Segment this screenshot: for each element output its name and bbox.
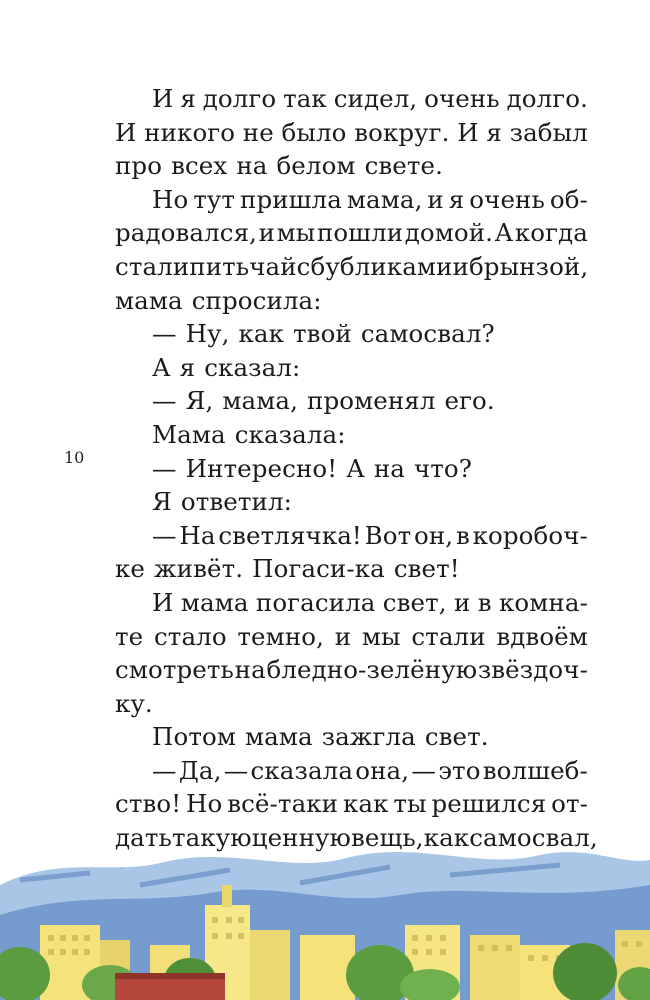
text-line: И никого не было вокруг. И я забыл [115, 117, 588, 147]
text-line: мама спросила: [115, 285, 322, 315]
text-line: смотреть на бледно-зелёную звёздоч- [115, 655, 588, 685]
text-line: стали пить чай с бубликами и брынзой, [115, 251, 589, 281]
text-line: — Да, — сказала она, — это волшеб- [152, 755, 588, 785]
text-line: дать такую ценную вещь, как самосвал, [115, 823, 598, 853]
text-line: ство! Но всё-таки как ты решился от- [115, 789, 588, 819]
text-line: — Ну, как твой самосвал? [152, 319, 495, 349]
text-line: А я сказал: [152, 352, 301, 382]
text-line: про всех на белом свете. [115, 151, 444, 181]
text-line: Я ответил: [152, 487, 292, 517]
text-line: — На светлячка! Вот он, в коробоч- [152, 520, 588, 550]
text-line: — Я, мама, променял его. [152, 386, 495, 416]
text-line: радовался, и мы пошли домой. А когда [115, 218, 588, 248]
text-line: — Интересно! А на что? [152, 453, 473, 483]
text-line: И я долго так сидел, очень долго. [152, 84, 588, 113]
text-line: ку. [115, 688, 153, 718]
page-number: 10 [64, 448, 85, 467]
text-line: те стало темно, и мы стали вдвоём [115, 621, 588, 651]
text-line: ке живёт. Погаси-ка свет! [115, 554, 460, 584]
text-line: И мама погасила свет, и в комна- [152, 587, 588, 617]
page-text [115, 82, 598, 888]
text-line: Потом мама зажгла свет. [152, 722, 489, 752]
text-line: Мама сказала: [152, 419, 346, 449]
red-roof [115, 977, 225, 1000]
text-line: Но тут пришла мама, и я очень об- [152, 184, 588, 214]
city-illustration [0, 845, 650, 1000]
